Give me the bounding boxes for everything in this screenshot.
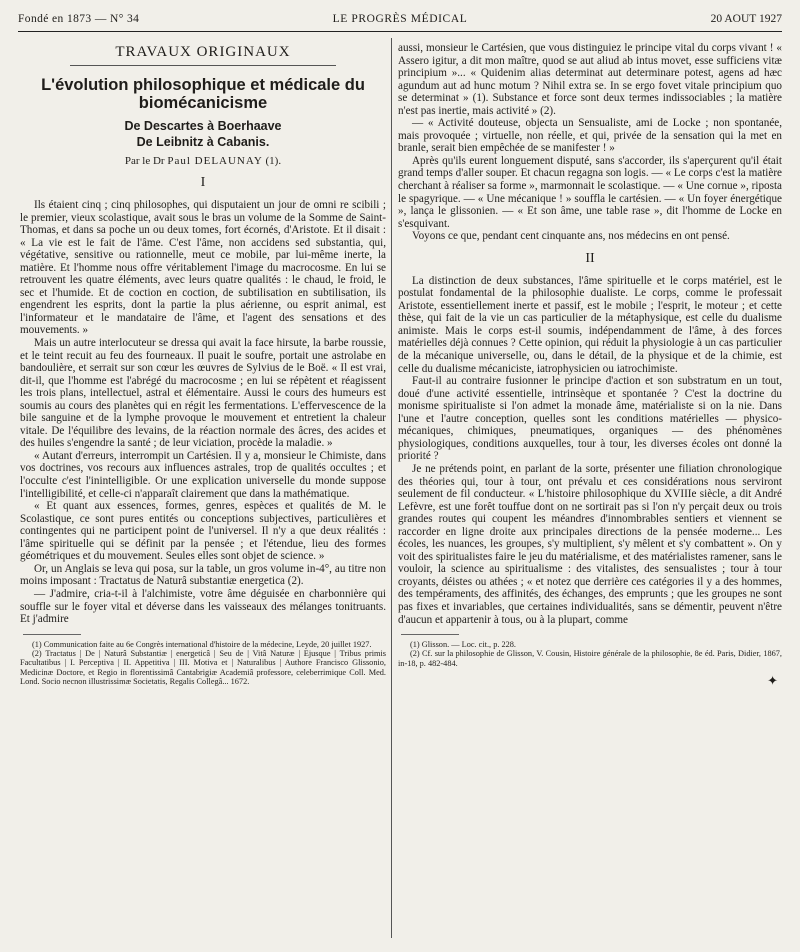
paragraph: Après qu'ils eurent longuement disputé, sans s'accorder, ils s'aperçurent qu'il était grand temps d'aller souper. Et chacun regagna son logis. — « Le corps c'est la matière cherchant à réaliser sa forme », marmonnait le scolastique. — « Une cornue », riposta le spagyrique. — « Une mécanique ! » souffla le cartésien. — « Un foyer énergétique », lança le glissonien. — « Et son âme, une table rase », dit l'homme de Locke en s'esquivant. — [398, 154, 782, 230]
byline-prefix: Par le Dr — [124, 155, 165, 167]
author-name: Paul DELAUNAY — [167, 155, 263, 167]
header-rule — [18, 31, 782, 32]
left-column — [20, 42, 386, 940]
paragraph: « Et quant aux essences, formes, genres, espèces et qualités de M. le Scolastique, ce sont pures entités ou conceptions subjectives, particulières et contingentes qui ne participent point de l'universel. Il n'y a que deux réalités : l'âme spirituelle qui se définit par la pensée ; et l'étendue, lieu des formes géométriques et du mouvement. Seules elles sont objet de science. » — [20, 500, 386, 563]
paragraph: « Autant d'erreurs, interrompit un Cartésien. Il y a, monsieur le Chimiste, dans vos doctrines, vos recours aux influences astrales, trop de qualités occultes ; et l'occulte c'est l'inintelligible. Or une explication universelle du monde suppose l'intelligibilité, et celle-ci n'apparaît clairement que dans la mathématique. — [20, 449, 386, 500]
footnote: (1) Glisson. — Loc. cit., p. 228. — [410, 640, 517, 650]
paragraph: Je ne prétends point, en parlant de la sorte, présenter une filiation chronologique des théories qui, tour à tour, ont prévalu et ces considérations nous serviront seulement de fil conducteur. « L'histoire philosophique du XVIIIe siècle, a dit André Lefèvre, est une forêt touffue dont on ne sortirait pas si l'on n'y perçait deux ou trois grandes routes qui coupent les méandres d'innombrables sentiers et viennent se raccorder en ligne droite aux principales directions de la pensée moderne... Les écoles, les nuances, les groupes, s'y multiplient, s'y mêlent et s'y combattent ». On y voit des spiritualistes faire le jeu du matérialisme, et des matérialistes ramener, sans le vouloir, la science au spiritualisme : des vitalistes, des sensualistes ; tour à tour croyants, déistes ou athées ; « et notez que derrière ces catégories il y a des hommes, des tempéraments, des affinités, des échanges, des emprunts ; que les groupes ne sont pas fixes et invariables, que certaines individualités, sans se démentir, peuvent n'être d'aucun et appartenir à tous, ou à la plupart, comme — [398, 462, 782, 626]
article-subtitle-2: De Leibnitz à Cabanis. — [136, 135, 270, 149]
header-journal-title: LE PROGRÈS MÉDICAL — [332, 13, 468, 25]
footnote: (1) Communication faite au 6e Congrès international d'histoire de la médecine, Leyde, 20 juillet 1927. — [32, 639, 372, 649]
header-date: 20 AOUT 1927 — [710, 13, 782, 25]
rubric-rule — [70, 65, 336, 66]
paragraph: Mais un autre interlocuteur se dressa qui avait la face hirsute, la barbe roussie, et le teint recuit au feu des fourneaux. Il puait le soufre, portait une astrolabe en bandoulière, et serrait sur son cœur les œuvres de Sylvius de le Boë. « Il est vrai, dit-il, que l'homme est l'abrégé du macrocosme ; en lui se répètent et réagissent les trois plans, intellectuel, astral et élémentaire. Aussi le cours des humeurs est soumis au cours des planètes qui en régit les fermentations. L'effervescence de la bile sanguine et de la lymphe provoque le mouvement et entretient la chaleur vitale. De l'équilibre des levains, de la réaction normale des âcres, des acides et des huiles s'engendre la santé ; de leur viciation, procède la maladie. » — [20, 337, 386, 450]
paragraph: — « Activité douteuse, objecta un Sensualiste, ami de Locke ; non spontanée, mais provoquée ; virtuelle, non réelle, et qui, privée de la sensation qui la met en branle, serait bien empêchée de se manifester ! » — [398, 117, 782, 155]
paragraph: Ils étaient cinq ; cinq philosophes, qui disputaient un jour de omni re scibili ; le premier, vieux scolastique, avait sous le bras un volume de la Somme de Saint-Thomas, et dans sa poche un ou deux tomes, fort écornés, d'Aristote. Et il disait : « La vie est le fait de l'âme. C'est l'âme, non accidens sed substantia, qui, végétative, sensitive ou rationnelle, meut ce mobile, par lui-même inerte, la matière. Et l'homme nous offre véritablement l'image du macrocosme. En lui se retrouvent les quatre éléments, avec leurs quatre qualités : le chaud, le froid, le sec et l'humide. Et de coction en coction, de subtilisation en subtilisation, ils engendrent les esprits, dont la partie la plus aérienne, ou esprit animal, est l'informateur et le mandataire de l'âme, et l'agent des sensations et des mouvements. » — [20, 199, 386, 337]
header-founded: Fondé en 1873 — N° 34 — [18, 13, 140, 25]
byline-note: (1). — [262, 155, 282, 167]
footnote-rule — [401, 634, 459, 635]
running-header — [18, 13, 782, 31]
section-number-2: II — [585, 250, 595, 266]
article-title: L'évolution philosophique et médicale du biomécanicisme — [41, 76, 365, 112]
footnote: (2) Tractatus | De | Naturâ Substantiæ | energeticâ | Seu de | Vitâ Naturæ | Ejusque | Tribus primis Facultatibus | I. Perceptiva | II. Appetitiva | III. Motiva et | Naturalibus | Authore Francisco Glissonio, Medicinæ Doctore, et Regio in florentissimâ Cantabrigiæ Academiâ professore, celeberrimique Coll. Med. Lond. Socio necnon illustrissimæ Societatis, Regalis Collegâ... 1672. — [20, 649, 386, 687]
column-divider — [391, 38, 392, 938]
paragraph: Or, un Anglais se leva qui posa, sur la table, un gros volume in-4°, au titre non moins imposant : Tractatus de Naturâ substantiæ energetica (2). — [20, 562, 386, 588]
section-rubric: TRAVAUX ORIGINAUX — [115, 44, 291, 60]
byline — [20, 155, 386, 167]
section-number-1: I — [200, 175, 206, 190]
paragraph: aussi, monsieur le Cartésien, que vous distinguiez le principe vital du corps vivant ! « Assero igitur, a dit mon maître, quod se aut aliud ab intus movet, esse sufficiens vitæ principium »... « Quidenim alias determinat aut determinare potest, agens ad hæc agundum aut ad hunc motum ? Nihil extra se. In se ergo fovet vitale principium quo se determinat » (1). Substance et force sont deux termes indissociables ; la matière n'est pas inertie, mais activité » (2). — [398, 42, 782, 117]
article-subtitle-1: De Descartes à Boerhaave — [124, 119, 282, 133]
paragraph: La distinction de deux substances, l'âme spirituelle et le corps matériel, est le postulat fondamental de la philosophie dualiste. Le corps, comme le professait Aristote, essentiellement inerte et passif, est le mobile ; l'esprit, le moteur ; et cette thèse, qui fait de la vie un cas particulier de la métaphysique, est celle du dualisme animiste. Mais le corps est-il soumis, indépendamment de l'âme, à des forces matérielles déjà connues ? Cette opinion, qui réduit la physiologie à un cas particulier de la mécanique universelle, ou, dans le détail, de la physique et de la chimie, est celle du dualisme mécaniciste, iatrophysicien ou iatrochimiste. — [398, 274, 782, 375]
paragraph: Voyons ce que, pendant cent cinquante ans, nos médecins en ont pensé. — [412, 230, 730, 243]
paragraph: — J'admire, cria-t-il à l'alchimiste, votre âme déguisée en charbonnière qui souffle sur le foyer vital et déverse dans les vaisseaux des mélanges tonitruants. Et j'admire — [20, 587, 386, 626]
ornament-icon: ✦ — [767, 673, 778, 689]
footnote-rule — [23, 634, 81, 635]
paragraph: Faut-il au contraire fusionner le principe d'action et son substratum en un tout, doué d'une activité essentielle, intrinsèque et spontanée ? C'est la doctrine du monisme spiritualiste si l'on admet la monade âme, matérialiste si on la nie. Dans l'une et l'autre conception, quelles sont les conditions matérielles — physico-mécaniques, chimiques, pneumatiques, organiques — des phénomènes physiologiques, conditions auxquelles, tour à tour, les diverses écoles ont donné la priorité ? — [398, 375, 782, 463]
right-column — [398, 42, 782, 940]
footnote: (2) Cf. sur la philosophie de Glisson, V. Cousin, Histoire générale de la philosophie, 8e éd. Paris, Didier, 1867, in-18, p. 482-484. — [398, 649, 782, 668]
